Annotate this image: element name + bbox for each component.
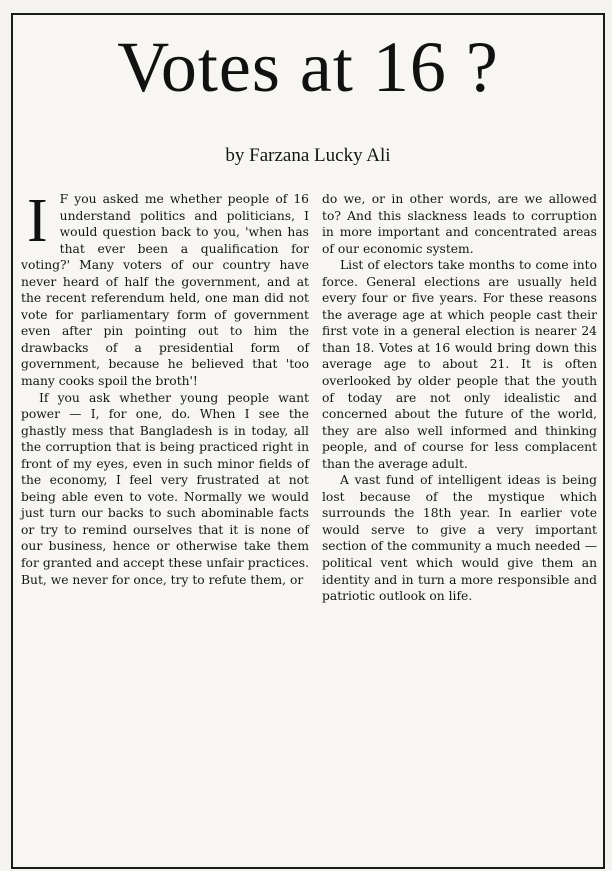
headline: Votes at 16 ? — [117, 27, 499, 107]
byline: by Farzana Lucky Ali — [225, 145, 391, 166]
left-column — [21, 187, 309, 588]
paragraph-4: A vast fund of intelligent ideas is being lost because of the mystique which surrounds the 18th year. In earlier vote would serve to give a very important section of the community a much needed — political vent which would give them an identity and in turn a more responsible and patriotic outlook on life. — [322, 473, 597, 604]
drop-cap: I — [27, 187, 48, 255]
paragraph-2-continued: do we, or in other words, are we allowed to? And this slackness leads to corruption in more important and concentrated areas of our economic system. — [322, 192, 597, 256]
article-frame — [11, 13, 605, 869]
right-column — [322, 191, 597, 605]
paragraph-2: If you ask whether young people want power — I, for one, do. When I see the ghastly mess that Bangladesh is in today, all the corruption that is being practiced right in front of my eyes, even in such minor fields of the economy, I feel very frustrated at not being able even to vote. Normally we would just turn our backs to such abominable facts or try to remind ourselves that it is none of our business, hence or otherwise take them for granted and accept these unfair practices. But, we never for once, try to refute them, or — [21, 390, 309, 587]
paragraph-1-text: F you asked me whether people of 16 understand politics and politicians, I would question back to you, 'when has that ever been a qualification for voting?' Many voters of our country have never heard of half the government, and at the recent referendum held, one man did not vote for parliamentary form of government even after pin pointing out to him the drawbacks of a presidential form of government, because he believed that 'too many cooks spoil the broth'! — [21, 192, 309, 389]
paragraph-1 — [21, 187, 309, 390]
paragraph-3: List of electors take months to come into force. General elections are usually held every four or five years. For these reasons the average age at which people cast their first vote in a general election is nearer 24 than 18. Votes at 16 would bring down this average age to about 21. It is often overlooked by older people that the youth of today are not only idealistic and concerned about the future of the world, they are also well informed and thinking people, and of course for less complacent than the average adult. — [322, 258, 597, 471]
